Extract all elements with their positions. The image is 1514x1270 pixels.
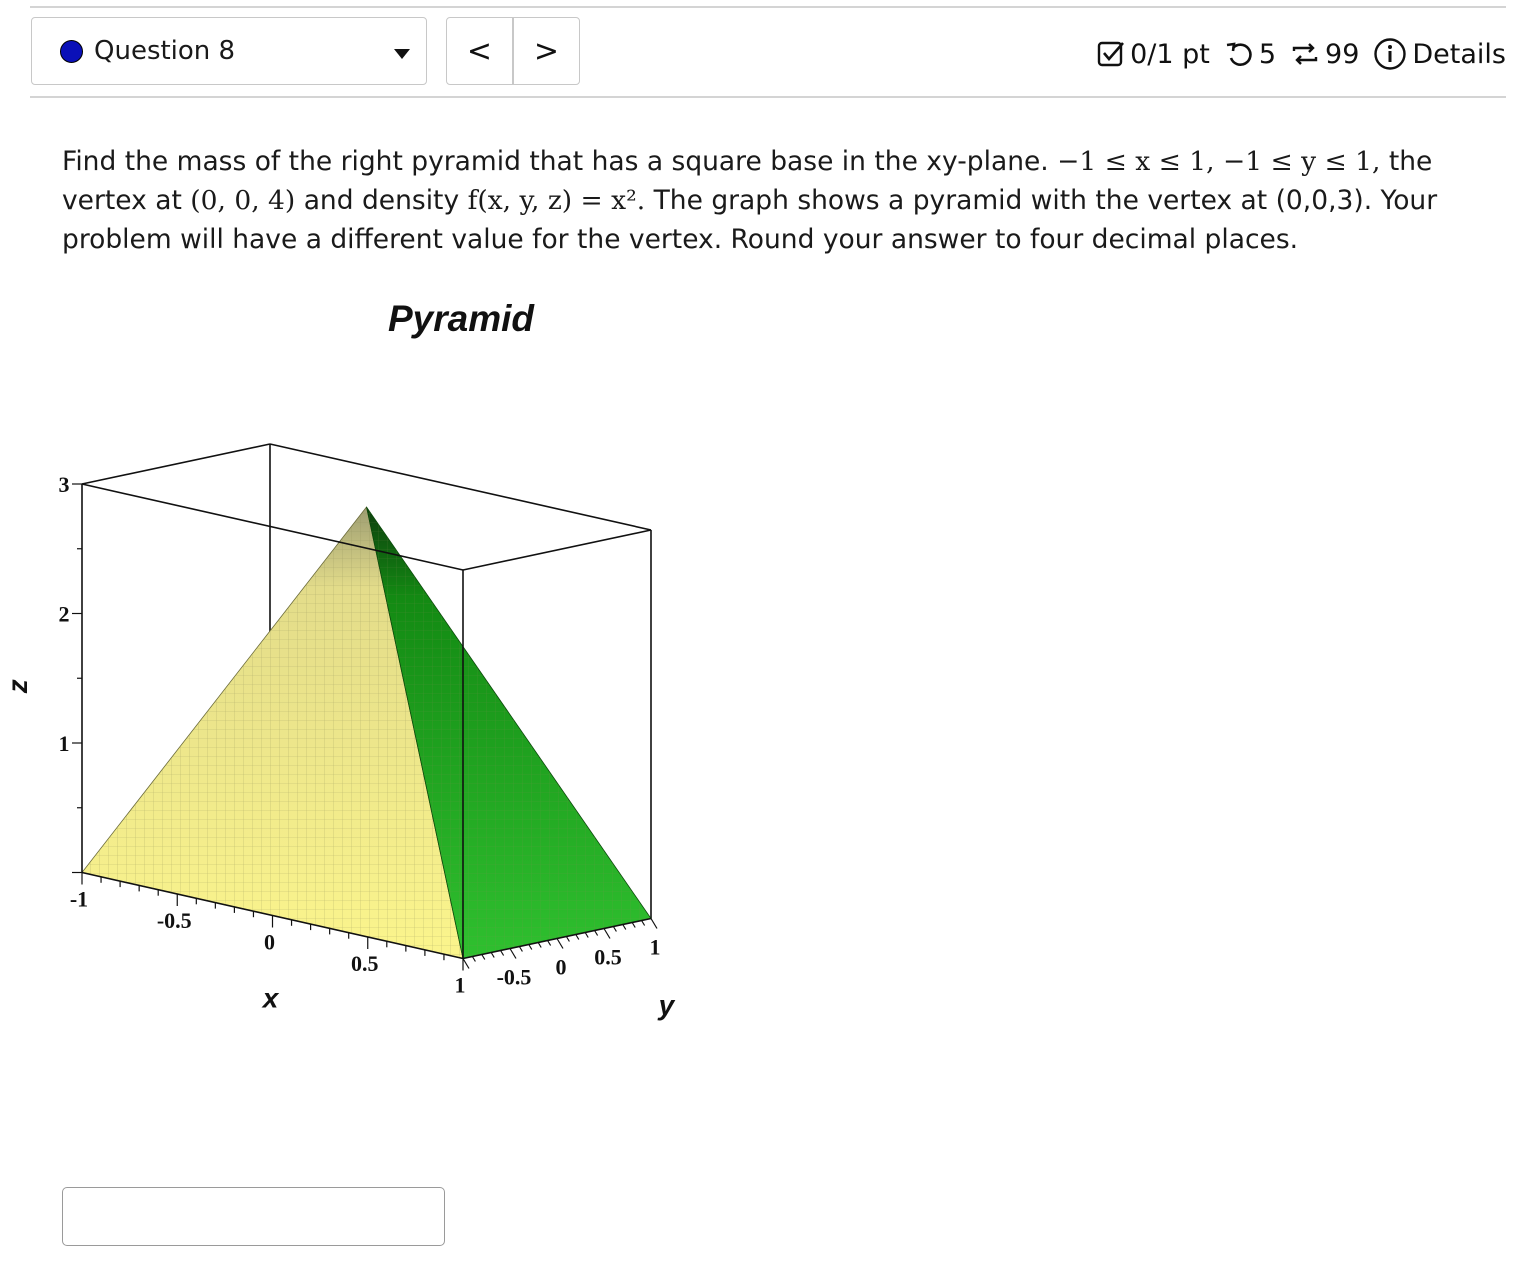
z-tick-label: 2 — [58, 601, 70, 627]
box-edge — [270, 444, 651, 530]
z-axis-label: z — [2, 679, 33, 694]
y-tick-label: 0.5 — [594, 944, 622, 970]
y-axis-tick — [595, 931, 598, 936]
details-label: Details — [1412, 38, 1506, 70]
problem-intro: Find the mass of the right pyramid that has a square base in the xy-plane. — [62, 146, 1049, 177]
y-axis-tick — [632, 923, 635, 928]
vertex-lead-text: the vertex at — [62, 146, 1433, 216]
next-question-button[interactable]: > — [533, 33, 560, 69]
y-axis-tick — [548, 941, 551, 946]
box-edge — [82, 484, 463, 570]
y-axis-tick — [557, 939, 563, 949]
y-axis-tick — [651, 919, 657, 929]
y-axis-tick — [623, 925, 626, 930]
y-axis-tick — [510, 949, 516, 959]
y-axis-tick — [472, 957, 475, 962]
y-axis-tick — [576, 935, 579, 940]
y-axis-tick — [642, 921, 645, 926]
y-axis-tick — [585, 933, 588, 938]
vertex-coordinates: (0, 0, 4) — [190, 185, 296, 216]
submissions-count: 99 — [1325, 38, 1360, 70]
y-axis-tick — [566, 937, 569, 942]
density-lead-text: and density — [303, 185, 460, 216]
previous-question-button[interactable]: < — [447, 18, 514, 84]
density-formula: f(x, y, z) = x². — [467, 185, 646, 216]
score-text: 0/1 pt — [1130, 38, 1210, 70]
box-edge — [82, 444, 270, 484]
y-axis-tick — [613, 927, 616, 932]
y-axis-tick — [519, 947, 522, 952]
answer-input[interactable] — [62, 1187, 445, 1246]
chart-title: Pyramid — [388, 298, 535, 339]
y-axis-tick — [529, 945, 532, 950]
x-axis-label: x — [262, 982, 279, 1014]
y-axis-label: y — [658, 989, 675, 1021]
y-tick-label: 1 — [649, 934, 661, 960]
question-label: Question 8 — [94, 36, 236, 66]
y-tick-label: 0 — [555, 954, 567, 980]
x-tick-label: 1 — [454, 972, 466, 998]
y-axis-tick — [482, 955, 485, 960]
y-axis-tick — [463, 959, 469, 969]
x-tick-label: 0 — [264, 929, 275, 955]
x-tick-label: -0.5 — [156, 908, 192, 933]
box-edge — [463, 530, 651, 570]
y-axis-tick — [604, 929, 610, 939]
y-axis-tick — [501, 951, 504, 956]
retries-count: 5 — [1258, 38, 1277, 70]
y-axis-tick — [491, 953, 494, 958]
z-tick-label: 3 — [58, 472, 70, 497]
x-tick-label: 0.5 — [351, 951, 379, 976]
problem-instructions: The graph shows a pyramid with the vertex at (0,0,3). Your problem will have a different value for the vertex. Round your answer to four decimal places. — [62, 185, 1438, 255]
y-range-condition: −1 ≤ y ≤ 1, — [1223, 146, 1381, 177]
y-axis-tick — [538, 943, 541, 948]
z-tick-label: 1 — [58, 731, 70, 756]
x-tick-label: -1 — [69, 886, 89, 912]
x-range-condition: −1 ≤ x ≤ 1, — [1057, 146, 1215, 177]
y-tick-label: -0.5 — [496, 964, 532, 990]
